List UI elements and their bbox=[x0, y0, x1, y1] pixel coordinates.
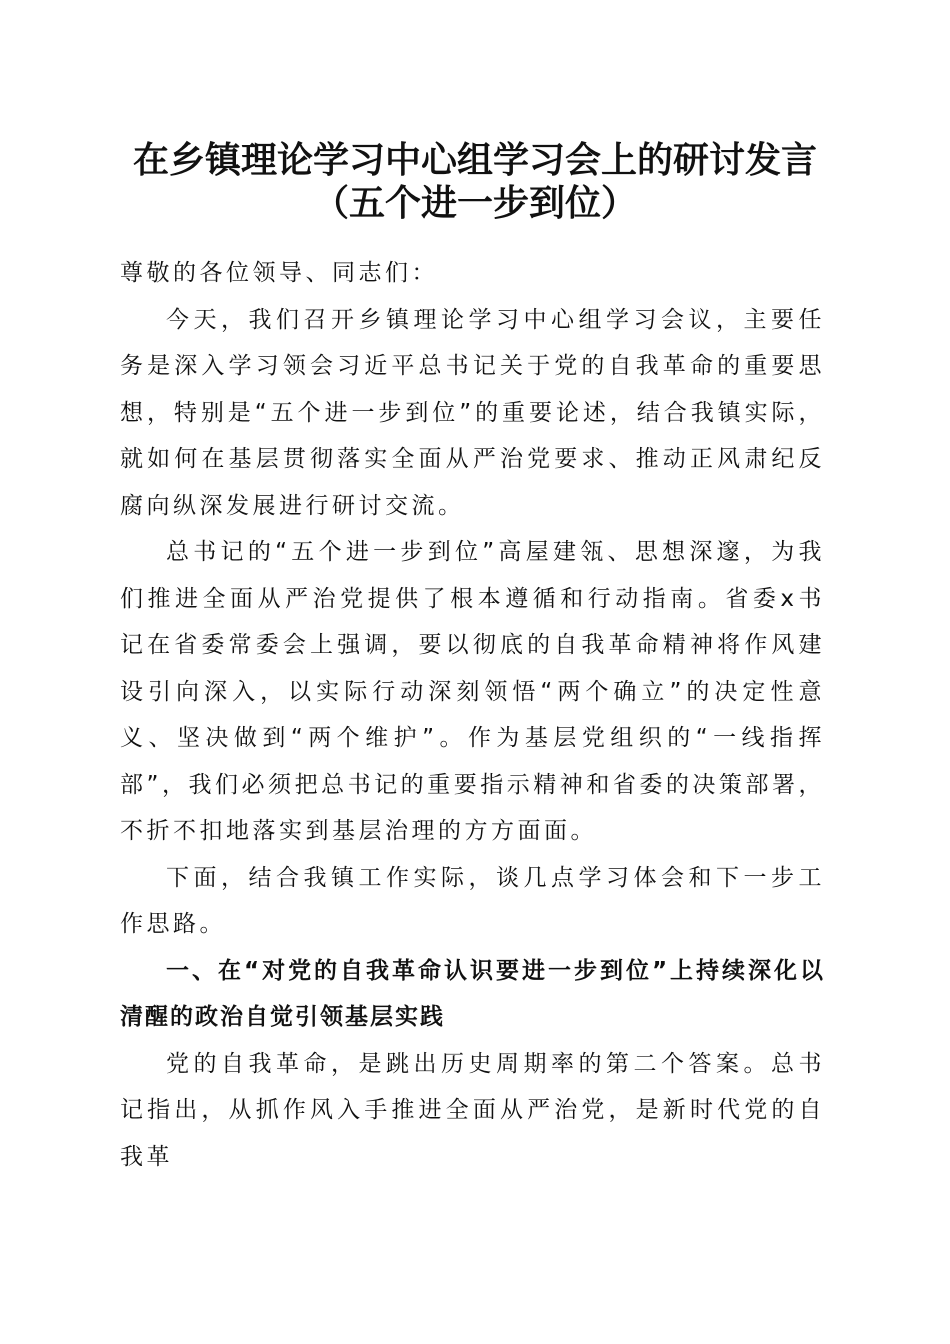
document-body bbox=[120, 250, 825, 1180]
document-title: 在乡镇理论学习中心组学习会上的研讨发言 bbox=[132, 139, 817, 181]
document-subtitle: （五个进一步到位） bbox=[312, 182, 637, 224]
paragraph-intro: 今天，我们召开乡镇理论学习中心组学习会议，主要任务是深入学习领会习近平总书记关于党的自我革命的重要思想，特别是“五个进一步到位”的重要论述，结合我镇实际，就如何在基层贯彻落实全面从严治党要求、推动正风肃纪反腐向纵深发展进行研讨交流。 bbox=[120, 306, 825, 519]
paragraph-section1: 党的自我革命，是跳出历史周期率的第二个答案。总书记指出，从抓作风入手推进全面从严治党，是新时代党的自我革 bbox=[120, 1050, 825, 1170]
paragraph-guidance: 总书记的“五个进一步到位”高屋建瓴、思想深邃，为我们推进全面从严治党提供了根本遵循和行动指南。省委x书记在省委常委会上强调，要以彻底的自我革命精神将作风建设引向深入，以实际行动深刻领悟“两个确立”的决定性意义、坚决做到“两个维护”。作为基层党组织的“一线指挥部”，我们必须把总书记的重要指示精神和省委的决策部署，不折不扣地落实到基层治理的方方面面。 bbox=[120, 539, 825, 844]
paragraph-transition: 下面，结合我镇工作实际，谈几点学习体会和下一步工作思路。 bbox=[120, 864, 825, 937]
section-heading-1: 一、在“对党的自我革命认识要进一步到位”上持续深化以清醒的政治自觉引领基层实践 bbox=[120, 957, 825, 1030]
salutation: 尊敬的各位领导、同志们： bbox=[120, 260, 438, 286]
